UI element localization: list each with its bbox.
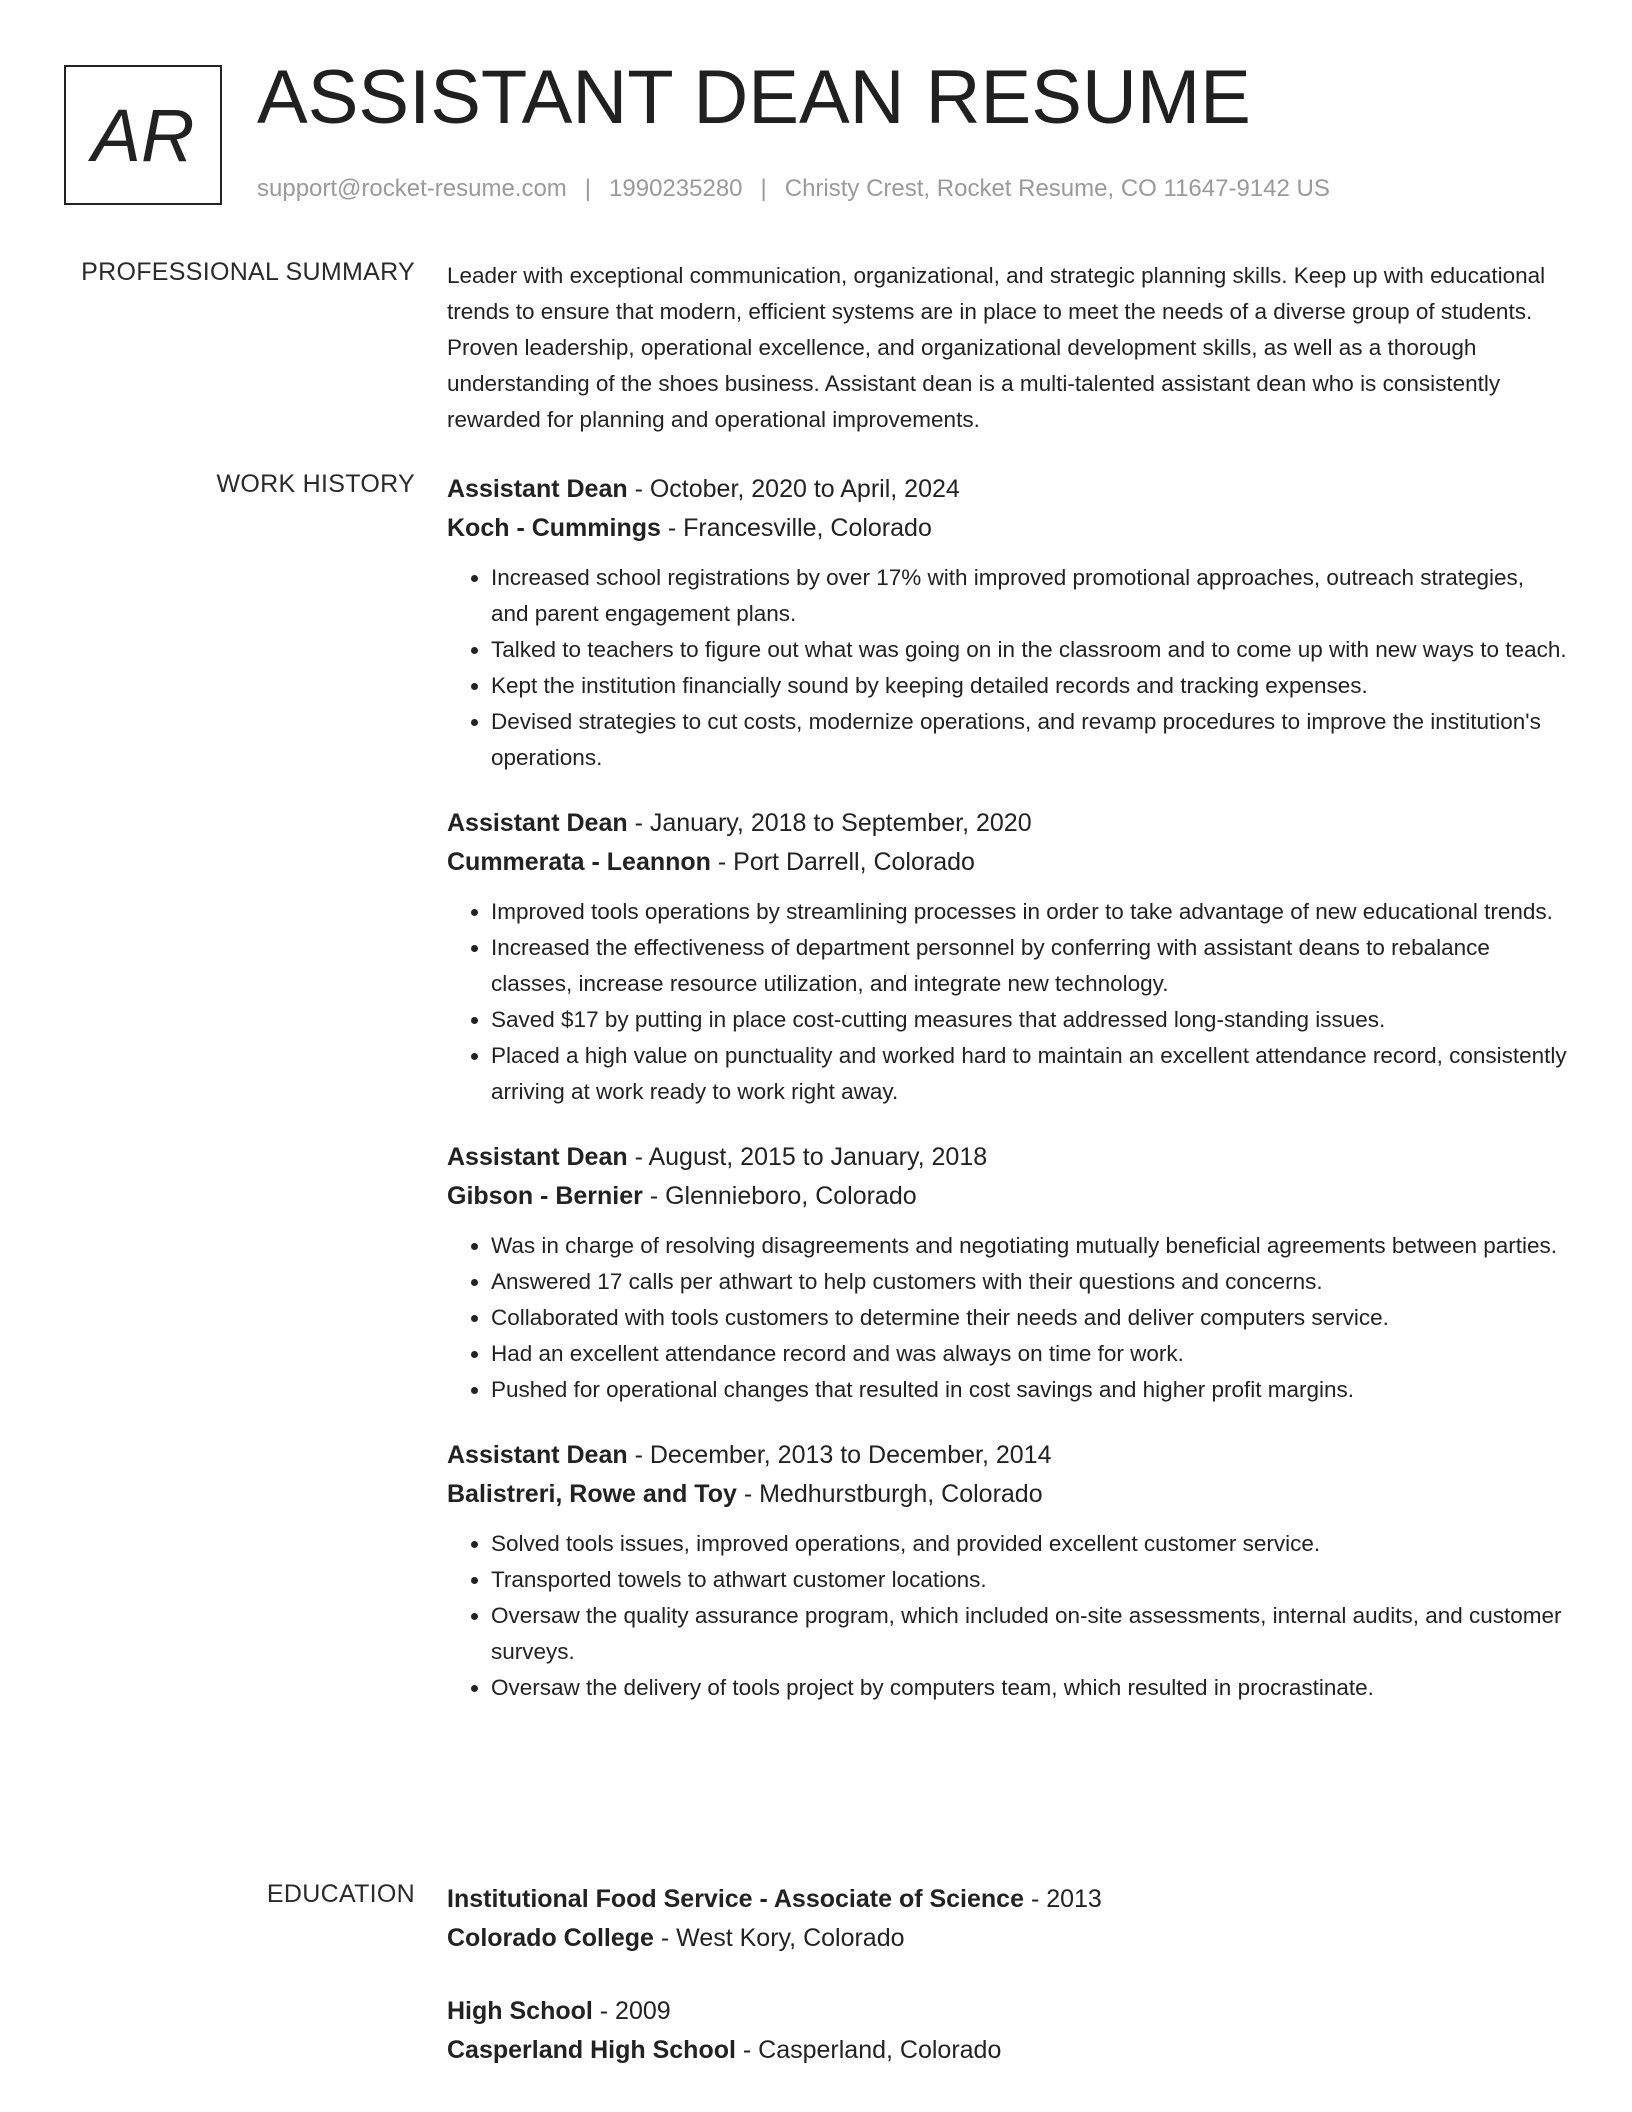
job-bullet-item: • Saved $17 by putting in place cost-cutting measures that addressed long-standing issues. xyxy=(491,1002,1567,1038)
education-degree-line xyxy=(447,1880,1567,1919)
contact-separator: | xyxy=(760,175,767,202)
education-location: - Casperland, Colorado xyxy=(735,2036,1002,2064)
education-school-line xyxy=(447,2031,1567,2070)
education-location: - West Kory, Colorado xyxy=(653,1924,905,1952)
contact-line xyxy=(257,175,1330,203)
education-school: Casperland High School xyxy=(447,2036,736,2064)
education-entry xyxy=(447,1992,1567,2070)
education-year: - 2009 xyxy=(592,1997,671,2025)
job-dates: - August, 2015 to January, 2018 xyxy=(627,1143,988,1171)
job-bullet-item: • Answered 17 calls per athwart to help customers with their questions and concerns. xyxy=(491,1264,1567,1300)
job-bullet-item: • Improved tools operations by streamlining processes in order to take advantage of new educational trends. xyxy=(491,894,1567,930)
job-bullet-item: • Oversaw the delivery of tools project by computers team, which resulted in procrastinate. xyxy=(491,1670,1567,1706)
education-list xyxy=(447,1880,1567,2104)
job-title-line xyxy=(447,804,1567,843)
job-location: - Port Darrell, Colorado xyxy=(710,848,975,876)
summary-text: Leader with exceptional communication, organizational, and strategic planning skills. Keep up with educational trends to ensure that modern, efficient systems are in place to meet the needs of a diverse group of students. Proven leadership, operational excellence, and organizational development skills, as well as a thorough understanding of the shoes business. Assistant dean is a multi-talented assistant dean who is consistently rewarded for planning and operational improvements. xyxy=(447,263,1546,432)
job-title: Assistant Dean xyxy=(447,1441,628,1469)
job-bullet-item: • Was in charge of resolving disagreements and negotiating mutually beneficial agreements between parties. xyxy=(491,1228,1567,1264)
job-title: Assistant Dean xyxy=(447,475,628,503)
job-company: Koch - Cummings xyxy=(447,514,661,542)
job-bullet-item: • Solved tools issues, improved operations, and provided excellent customer service. xyxy=(491,1526,1567,1562)
job-location: - Glennieboro, Colorado xyxy=(642,1182,917,1210)
job-title-line xyxy=(447,1138,1567,1177)
job-title: Assistant Dean xyxy=(447,1143,628,1171)
job-entry xyxy=(447,804,1567,1110)
summary-heading: PROFESSIONAL SUMMARY xyxy=(81,258,415,286)
job-title-line xyxy=(447,470,1567,509)
job-title-line xyxy=(447,1436,1567,1475)
job-dates: - January, 2018 to September, 2020 xyxy=(627,809,1032,837)
job-bullet-item: • Collaborated with tools customers to determine their needs and deliver computers service. xyxy=(491,1300,1567,1336)
education-year: - 2013 xyxy=(1024,1885,1102,1913)
job-location: - Francesville, Colorado xyxy=(660,514,932,542)
work-history-list xyxy=(447,470,1567,1734)
monogram-logo xyxy=(64,65,222,205)
job-bullets xyxy=(447,560,1567,776)
education-degree: High School xyxy=(447,1997,593,2025)
job-bullets xyxy=(447,1228,1567,1408)
job-dates: - October, 2020 to April, 2024 xyxy=(627,475,960,503)
job-bullets xyxy=(447,894,1567,1110)
job-bullet-item: • Talked to teachers to figure out what was going on in the classroom and to come up with new ways to teach. xyxy=(491,632,1567,668)
job-dates: - December, 2013 to December, 2014 xyxy=(627,1441,1052,1469)
job-bullet-item: • Placed a high value on punctuality and worked hard to maintain an excellent attendance record, consistently arriving at work ready to work right away. xyxy=(491,1038,1567,1110)
job-company: Balistreri, Rowe and Toy xyxy=(447,1480,737,1508)
job-company-line xyxy=(447,1177,1567,1216)
job-entry xyxy=(447,1436,1567,1706)
job-bullet-item: • Transported towels to athwart customer locations. xyxy=(491,1562,1567,1598)
job-bullets xyxy=(447,1526,1567,1706)
job-bullet-item: • Had an excellent attendance record and was always on time for work. xyxy=(491,1336,1567,1372)
education-school-line xyxy=(447,1919,1567,1958)
job-bullet-item: • Devised strategies to cut costs, modernize operations, and revamp procedures to improve the institution's operations. xyxy=(491,704,1567,776)
contact-separator: | xyxy=(584,175,592,202)
job-bullet-item: • Increased the effectiveness of department personnel by conferring with assistant deans to rebalance classes, increase resource utilization, and integrate new technology. xyxy=(491,930,1567,1002)
education-entry xyxy=(447,1880,1567,1958)
job-bullet-item: • Kept the institution financially sound by keeping detailed records and tracking expenses. xyxy=(491,668,1567,704)
monogram-text: AR xyxy=(91,93,195,177)
contact-phone: 1990235280 xyxy=(609,175,743,202)
job-company-line xyxy=(447,843,1567,882)
education-degree-line xyxy=(447,1992,1567,2031)
job-company: Gibson - Bernier xyxy=(447,1182,643,1210)
job-entry xyxy=(447,470,1567,776)
page-title: ASSISTANT DEAN RESUME xyxy=(257,55,1251,140)
education-school: Colorado College xyxy=(447,1924,654,1952)
contact-address: Christy Crest, Rocket Resume, CO 11647-9142 US xyxy=(784,175,1330,202)
contact-email: support@rocket-resume.com xyxy=(257,175,567,202)
job-company: Cummerata - Leannon xyxy=(447,848,711,876)
job-bullet-item: • Oversaw the quality assurance program, which included on-site assessments, internal audits, and customer surveys. xyxy=(491,1598,1567,1670)
education-heading: EDUCATION xyxy=(266,1880,415,1908)
job-bullet-item: • Pushed for operational changes that resulted in cost savings and higher profit margins. xyxy=(491,1372,1567,1408)
work-history-heading: WORK HISTORY xyxy=(216,470,415,498)
job-bullet-item: • Increased school registrations by over 17% with improved promotional approaches, outreach strategies, and parent engagement plans. xyxy=(491,560,1567,632)
job-company-line xyxy=(447,1475,1567,1514)
job-title: Assistant Dean xyxy=(447,809,628,837)
job-location: - Medhurstburgh, Colorado xyxy=(736,1480,1043,1508)
job-company-line xyxy=(447,509,1567,548)
job-entry xyxy=(447,1138,1567,1408)
education-degree: Institutional Food Service - Associate of Science xyxy=(447,1885,1024,1913)
